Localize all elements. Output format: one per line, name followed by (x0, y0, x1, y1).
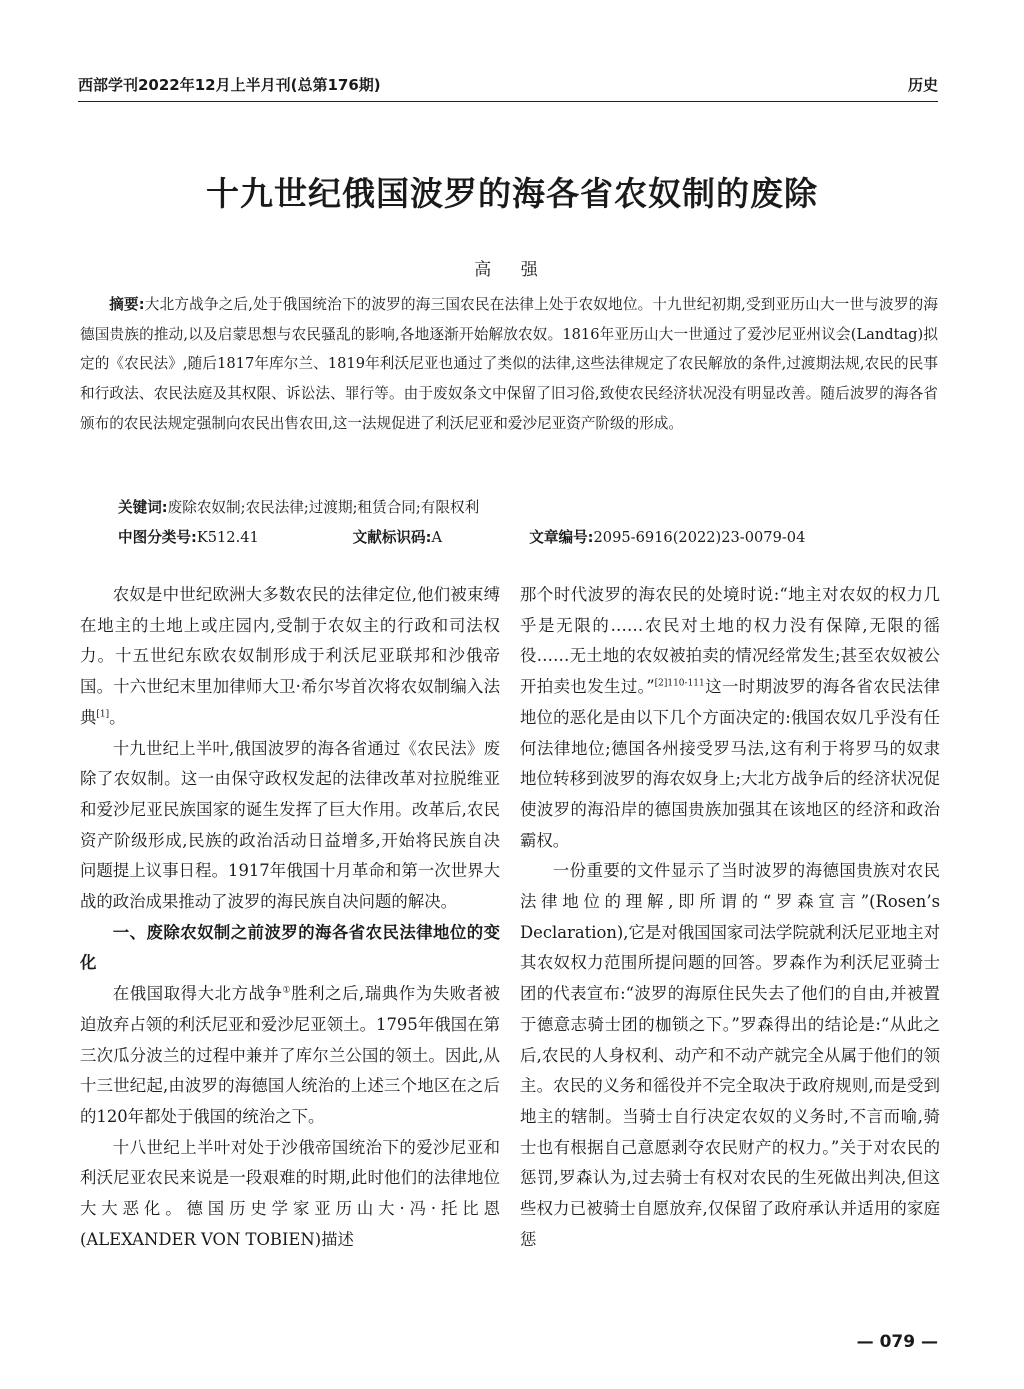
paragraph-text: 那个时代波罗的海农民的处境时说:“地主对农奴的权力几乎是无限的……农民对土地的权力没有保障,无限的徭役……无土地的农奴被拍卖的情况经常发生;甚至农奴被公开拍卖也发生过。” (520, 585, 940, 697)
clc-code (118, 524, 348, 552)
paragraph-text: 这一时期波罗的海各省农民法律地位的恶化是由以下几个方面决定的:俄国农奴几乎没有任何法律地位;德国各州接受罗马法,这有利于将罗马的奴隶地位转移到波罗的海农奴身上;大北方战争后的经济状况促使波罗的海沿岸的德国贵族加强其在该地区的经济和政治霸权。 (520, 677, 941, 850)
keywords-label: 关键词: (118, 499, 168, 516)
paragraph: 十八世纪上半叶对处于沙俄帝国统治下的爱沙尼亚和利沃尼亚农民来说是一段艰难的时期,此时他们的法律地位大大恶化。德国历史学家亚历山大·冯·托比恩(ALEXANDER VON TOBIEN)描述 (80, 1137, 500, 1249)
author-name: 高 强 (474, 260, 550, 280)
keywords-text: 废除农奴制;农民法律;过渡期;租赁合同;有限权利 (167, 499, 480, 516)
section-heading: 一、废除农奴制之前波罗的海各省农民法律地位的变化 (80, 922, 500, 973)
abstract-text: 大北方战争之后,处于俄国统治下的波罗的海三国农民在法律上处于农奴地位。十九世纪初期,受到亚历山大一世与波罗的海德国贵族的推动,以及启蒙思想与农民骚乱的影响,各地逐渐开始解放农奴。1816年亚历山大一世通过了爱沙尼亚州议会(Landtag)拟定的《农民法》,随后1817年库尔兰、1819年利沃尼亚也通过了类似的法律,这些法律规定了农民解放的条件,过渡期法规,农民的民事和行政法、农民法庭及其权限、诉讼法、罪行等。由于废奴条文中保留了旧习俗,致使农民经济状况没有明显改善。随后波罗的海各省颁布的农民法规定强制向农民出售农田,这一法规促进了利沃尼亚和爱沙尼亚资产阶级的形成。 (80, 296, 938, 432)
doc-label: 文献标识码: (352, 529, 432, 546)
article-number (529, 524, 805, 552)
paragraph-text: 在俄国取得大北方战争 (112, 984, 283, 1004)
section-name: 历史 (907, 76, 938, 94)
left-column (80, 580, 500, 1255)
paragraph: 一份重要的文件显示了当时波罗的海德国贵族对农民法律地位的理解,即所谓的“罗森宣言”(Rosen’s Declaration),它是对俄国国家司法学院就利沃尼亚地主对其农奴权力范围所提问题的回答。罗森作为利沃尼亚骑士团的代表宣布:“波罗的海原住民失去了他们的自由,并被置于德意志骑士团的枷锁之下。”罗森得出的结论是:“从此之后,农民的人身权利、动产和不动产就完全从属于他们的领主。农民的义务和徭役并不完全取决于政府规则,而是受到地主的辖制。当骑士自行决定农奴的义务时,不言而喻,骑士也有根据自己意愿剥夺农民财产的权力。”关于对农民的惩罚,罗森认为,过去骑士有权对农民的生死做出判决,但这些权力已被骑士自愿放弃,仅保留了政府承认并适用的家庭惩 (520, 861, 940, 1249)
paragraph (80, 580, 500, 734)
doc-value: A (431, 529, 442, 546)
article-title: 十九世纪俄国波罗的海各省农奴制的废除 (206, 174, 818, 213)
abstract-label: 摘要: (109, 296, 145, 313)
abstract (80, 290, 938, 439)
paragraph (520, 580, 940, 856)
journal-name: 西部学刊2022年12月上半月刊(总第176期) (78, 76, 381, 94)
running-header (78, 66, 938, 102)
citation-ref: [1] (96, 709, 110, 720)
right-column (520, 580, 940, 1255)
page-number: — 079 — (856, 1332, 938, 1352)
clc-value: K512.41 (196, 529, 259, 546)
paragraph-text: 胜利之后,瑞典作为失败者被迫放弃占领的利沃尼亚和爱沙尼亚领土。1795年俄国在第三次瓜分波兰的过程中兼并了库尔兰公国的领土。因此,从十三世纪起,由波罗的海德国人统治的上述三个地区在之后的120年都处于俄国的统治之下。 (80, 984, 500, 1126)
doc-code (353, 524, 525, 552)
article-label: 文章编号: (529, 529, 594, 546)
paragraph-end: 。 (109, 707, 126, 727)
paragraph (80, 979, 500, 1133)
citation-ref: [2]110-111 (654, 678, 705, 689)
paragraph: 十九世纪上半叶,俄国波罗的海各省通过《农民法》废除了农奴制。这一由保守政权发起的法律改革对拉脱维亚和爱沙尼亚民族国家的诞生发挥了巨大作用。改革后,农民资产阶级形成,民族的政治活动日益增多,开始将民族自决问题提上议事日程。1917年俄国十月革命和第一次世界大战的政治成果推动了波罗的海民族自决问题的解决。 (80, 738, 500, 912)
clc-label: 中图分类号: (118, 529, 197, 546)
article-meta (118, 524, 938, 552)
article-value: 2095-6916(2022)23-0079-04 (593, 529, 806, 546)
keywords (118, 494, 938, 522)
footnote-marker: ① (282, 985, 292, 996)
paragraph-text: 农奴是中世纪欧洲大多数农民的法律定位,他们被束缚在地主的土地上或庄园内,受制于农奴主的行政和司法权力。十五世纪东欧农奴制形成于利沃尼亚联邦和沙俄帝国。十六世纪末里加律师大卫·希尔岑首次将农奴制编入法典 (80, 585, 500, 727)
